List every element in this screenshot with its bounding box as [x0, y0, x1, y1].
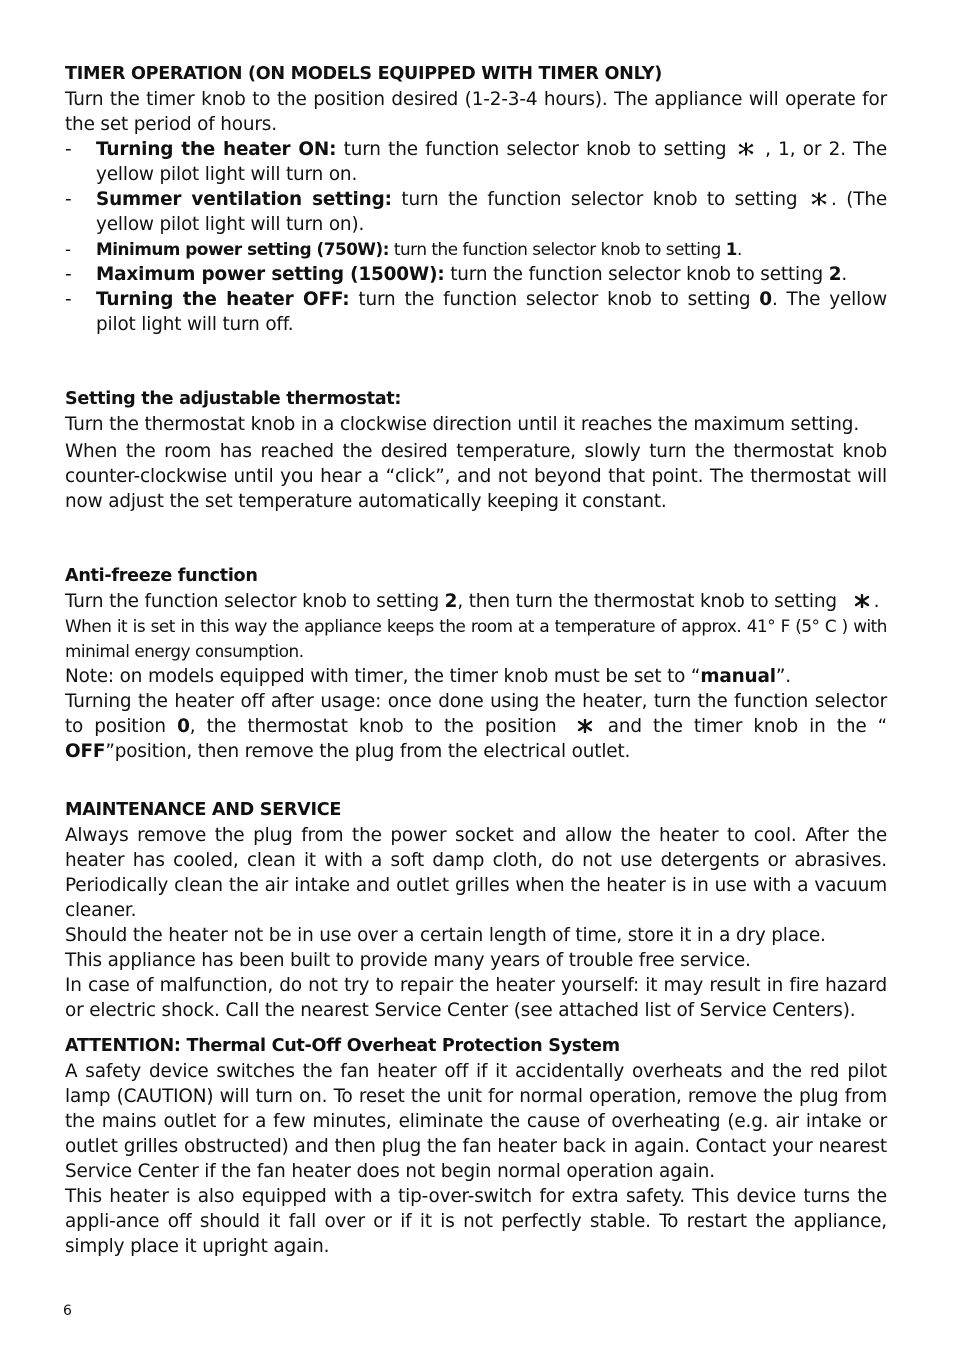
paragraph-text: ”position, then remove the plug from the electrical outlet. [105, 741, 631, 762]
snowflake-icon [853, 594, 871, 608]
thermostat-paragraph: Turn the thermostat knob in a clockwise direction until it reaches the maximum setting. [65, 414, 860, 435]
list-item-text: . The yellow pilot light will turn off. [96, 289, 888, 335]
section-spacer [65, 1023, 887, 1034]
snowflake-icon [576, 719, 594, 733]
manual-page [65, 62, 887, 1259]
paragraph-text: , then turn the thermostat knob to setting [457, 591, 843, 612]
antifreeze-paragraph [65, 689, 887, 764]
list-item [65, 137, 887, 187]
list-item [65, 187, 887, 237]
maintenance-heading: MAINTENANCE AND SERVICE [65, 800, 342, 820]
list-item-text: turn the function selector knob to setting [391, 189, 807, 210]
list-item-text: turn the function selector knob to setting [444, 264, 829, 285]
attention-section [65, 1034, 887, 1259]
antifreeze-paragraph [65, 589, 887, 614]
paragraph-text: . [873, 591, 880, 612]
list-dash: - [65, 189, 72, 210]
section-spacer [65, 764, 887, 798]
maintenance-paragraph: In case of malfunction, do not try to repair the heater yourself: it may result in fire hazard or electric shock. Call the nearest Service Center (see attached list of Service Centers). [65, 975, 887, 1021]
list-item-label: Minimum power setting (750W): [96, 239, 389, 259]
antifreeze-note [65, 664, 887, 689]
setting-value: 2 [444, 591, 458, 612]
setting-value: 2 [828, 264, 842, 285]
maintenance-paragraph: Always remove the plug from the power socket and allow the heater to cool. After the heater has cooled, clean it with a soft damp cloth, do not use detergents or abrasives. Periodically clean the air intake and outlet grilles when the heater is in use with a vacuum cleaner. [65, 825, 887, 921]
list-item-text: . (The yellow pilot light will turn on). [96, 189, 887, 235]
list-item-text: turn the function selector knob to setting [336, 139, 734, 160]
list-item-label: Maximum power setting (1500W): [96, 264, 445, 285]
timer-intro: Turn the timer knob to the position desired (1-2-3-4 hours). The appliance will operate for the set period of hours. [65, 89, 887, 135]
section-spacer [65, 337, 887, 387]
section-spacer [65, 514, 887, 564]
thermostat-paragraph: When the room has reached the desired temperature, slowly turn the thermostat knob counter-clockwise until you hear a “click”, and not beyond that point. The thermostat will now adjust the set temperature automatically keeping it constant. [65, 441, 887, 512]
antifreeze-heading: Anti-freeze function [65, 566, 258, 586]
list-item [65, 237, 887, 262]
page-number: 6 [63, 1303, 72, 1319]
antifreeze-section [65, 564, 887, 764]
list-item-text: . [841, 264, 848, 285]
attention-paragraph: This heater is also equipped with a tip-over-switch for extra safety. This device turns the appli-ance off should it fall over or if it is not perfectly stable. To restart the appliance, simply place it upright again. [65, 1186, 887, 1257]
list-dash: - [65, 289, 72, 310]
list-dash: - [65, 239, 71, 259]
paragraph-text: , the thermostat knob to the position [189, 716, 568, 737]
list-item-label: Turning the heater ON: [96, 139, 337, 160]
list-item-text: . [736, 239, 742, 259]
attention-heading: ATTENTION: Thermal Cut-Off Overheat Protection System [65, 1036, 620, 1056]
list-dash: - [65, 139, 72, 160]
paragraph-text: ”. [775, 666, 791, 687]
timer-section [65, 62, 887, 337]
maintenance-paragraph: Should the heater not be in use over a certain length of time, store it in a dry place. [65, 925, 826, 946]
setting-value: 0 [177, 716, 190, 737]
list-item [65, 262, 887, 287]
setting-value: manual [700, 666, 776, 687]
paragraph-text: Turn the function selector knob to setting [65, 591, 445, 612]
list-item-label: Summer ventilation setting: [96, 189, 392, 210]
maintenance-paragraph: This appliance has been built to provide many years of trouble free service. [65, 950, 751, 971]
maintenance-section [65, 798, 887, 1023]
fan-icon [737, 142, 755, 156]
setting-value: OFF [65, 741, 106, 762]
paragraph-text: Note: on models equipped with timer, the timer knob must be set to “ [65, 666, 701, 687]
timer-heading: TIMER OPERATION (ON MODELS EQUIPPED WITH TIMER ONLY) [65, 64, 662, 84]
list-item-text: turn the function selector knob to setting [388, 239, 726, 259]
paragraph-text: and the timer knob in the “ [596, 716, 887, 737]
fan-icon [810, 192, 828, 206]
setting-value: 0 [759, 289, 772, 310]
setting-value: 1 [725, 239, 737, 259]
attention-paragraph: A safety device switches the fan heater off if it accidentally overheats and the red pilot lamp (CAUTION) will turn on. To reset the unit for normal operation, remove the plug from the mains outlet for a few minutes, eliminate the cause of overheating (e.g. air intake or outlet grilles obstructed) and then plug the fan heater back in again. Contact your nearest Service Center if the fan heater does not begin normal operation again. [65, 1061, 887, 1182]
list-item-text: turn the function selector knob to setting [349, 289, 760, 310]
thermostat-heading: Setting the adjustable thermostat: [65, 389, 402, 409]
list-item-label: Turning the heater OFF: [96, 289, 350, 310]
thermostat-section [65, 387, 887, 514]
list-dash: - [65, 264, 72, 285]
list-item [65, 287, 887, 337]
antifreeze-paragraph: When it is set in this way the appliance keeps the room at a temperature of approx. 41° F (5° C ) with minimal energy consumption. [65, 616, 887, 661]
paragraph-text: Turning the heater off after usage: once done using the heater, turn the function selector to position [65, 691, 887, 737]
list-item-text: , 1, or 2. The yellow pilot light will turn on. [96, 139, 888, 185]
